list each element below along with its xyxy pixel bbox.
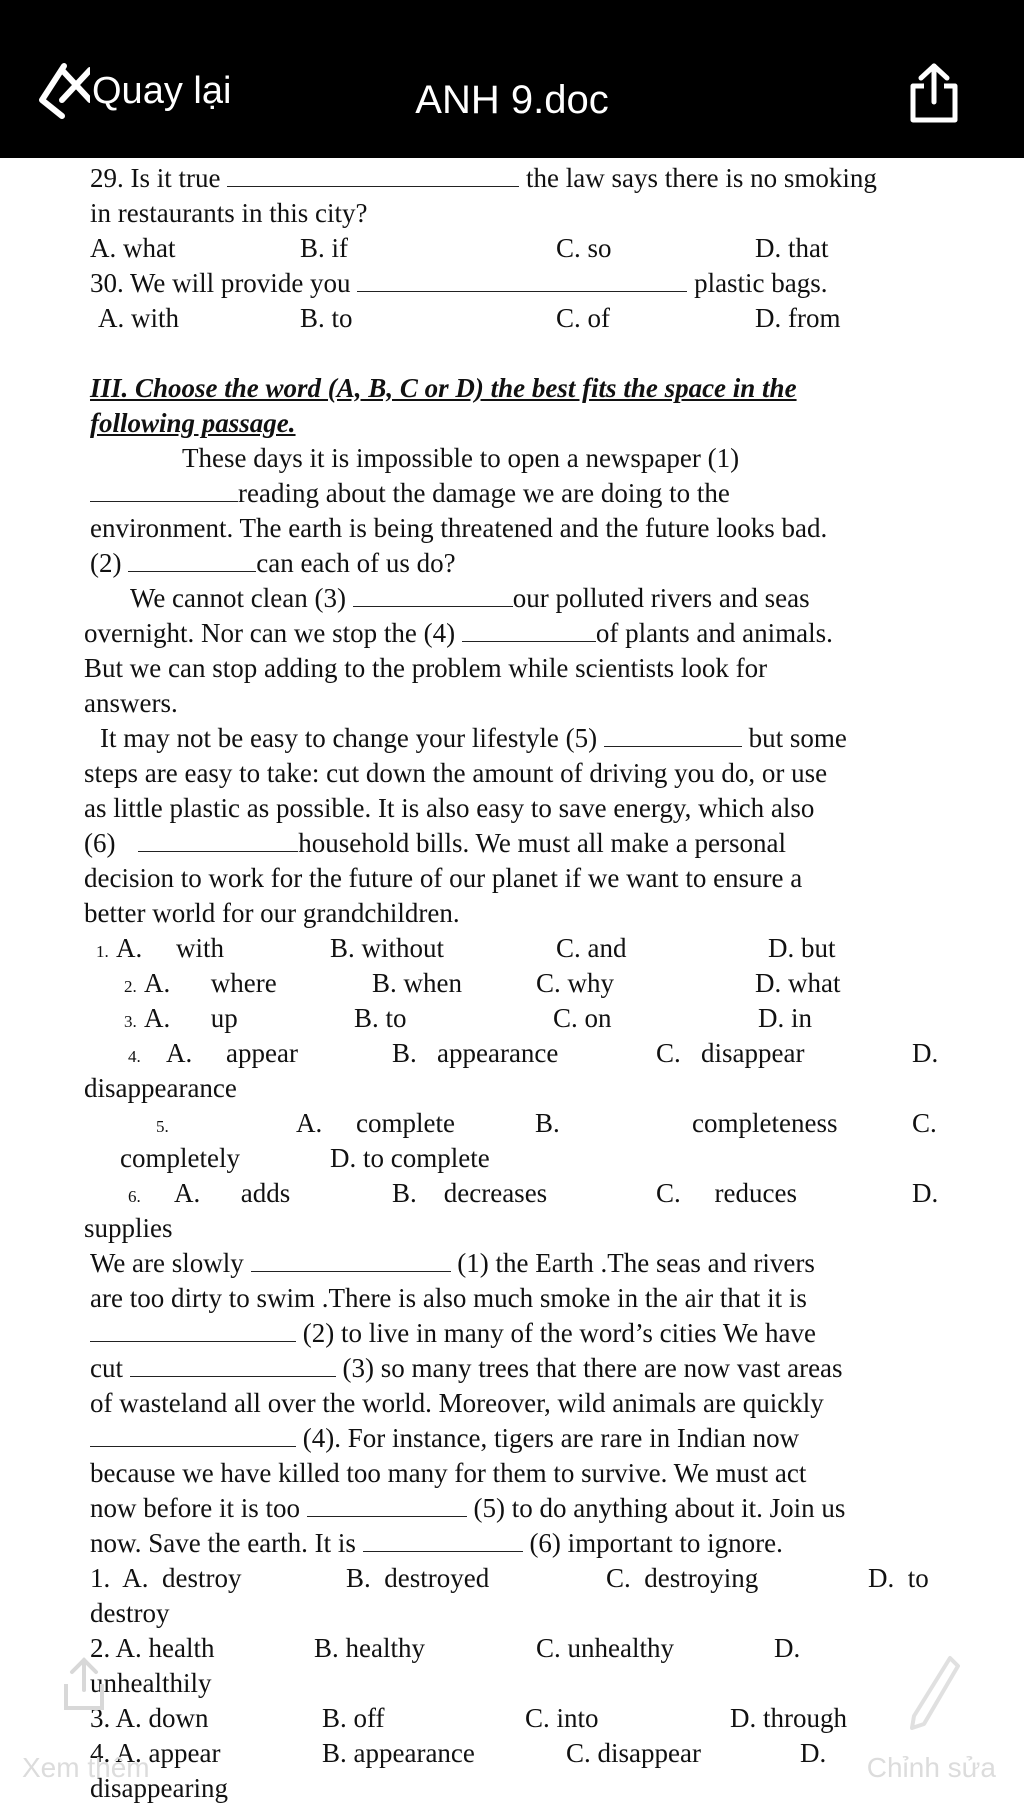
view-more-button[interactable]: Xem thêm (22, 1752, 150, 1783)
answer-1-b: B. without (330, 933, 445, 963)
answer-row-2: 2. (124, 977, 137, 996)
expand-icon[interactable] (62, 1656, 106, 1717)
answer-5-d: D. to complete (330, 1143, 490, 1173)
passage1-line: better world for our grandchildren. (84, 898, 460, 928)
back-label[interactable]: Quay lại (92, 69, 232, 112)
answer2-4-a: 4. A. appear (90, 1738, 221, 1768)
answer-3-d: D. in (758, 1003, 812, 1033)
answer-4-b: B. appearance (392, 1038, 559, 1068)
q30-option-d: D. from (755, 303, 841, 333)
answer-1-a: A. with (116, 933, 224, 963)
passage1-line: answers. (84, 688, 178, 718)
answer-2-b: B. when (372, 968, 462, 998)
top-bar (0, 0, 1024, 158)
q30-option-a: A. with (98, 303, 179, 333)
answer-5-b-text: completeness (692, 1108, 838, 1138)
answer2-1-c: C. destroying (606, 1563, 759, 1593)
passage1-line: environment. The earth is being threatened and the future looks bad. (90, 513, 828, 543)
answer-5-c: C. (912, 1108, 937, 1138)
passage1-line: These days it is impossible to open a newspaper (1) (182, 443, 740, 473)
answer-6-d-wrap: supplies (84, 1213, 173, 1243)
passage2-line: of wasteland all over the world. Moreover, wild animals are quickly (90, 1388, 824, 1418)
answer-3-c: C. on (553, 1003, 612, 1033)
section-heading: III. Choose the word (A, B, C or D) the best fits the space in the (90, 373, 797, 403)
answer2-2-a: 2. A. health (90, 1633, 215, 1663)
answer2-4-b: B. appearance (322, 1738, 475, 1768)
answer2-2-c: C. unhealthy (536, 1633, 674, 1663)
answer-6-a: A. adds (174, 1178, 291, 1208)
passage1-line: reading about the damage we are doing to the (90, 477, 730, 509)
q29-option-d: D. that (755, 233, 829, 263)
answer-2-d: D. what (755, 968, 841, 998)
answer2-2-d-wrap: unhealthily (90, 1668, 212, 1698)
answer2-4-d: D. (800, 1738, 827, 1768)
document-title: ANH 9.doc (415, 78, 609, 122)
answer-4-c: C. disappear (656, 1038, 805, 1068)
section-heading-cont: following passage. (90, 408, 296, 438)
answer-5-b: B. (535, 1108, 560, 1138)
question-30: 30. We will provide you plastic bags. (90, 268, 828, 298)
edit-pencil-icon[interactable] (906, 1654, 962, 1735)
answer-3-a: A. up (144, 1003, 238, 1033)
answer2-4-d-wrap: disappearing (90, 1773, 228, 1803)
answer2-1-b: B. destroyed (346, 1563, 490, 1593)
q29-option-a: A. what (90, 233, 176, 263)
passage1-line: steps are easy to take: cut down the amount of driving you do, or use (84, 758, 828, 788)
edit-button[interactable]: Chỉnh sửa (866, 1752, 996, 1783)
answer-row-1: 1. (96, 942, 109, 961)
answer-5-a: A. complete (296, 1108, 455, 1138)
passage2-line: cut (3) so many trees that there are now vast areas (90, 1353, 843, 1383)
answer-4-a: A. appear (166, 1038, 298, 1068)
passage1-line: (6) household bills. We must all make a personal (84, 828, 786, 858)
answer-6-d: D. (912, 1178, 939, 1208)
answer-4-d-wrap: disappearance (84, 1073, 237, 1103)
q29-option-c: C. so (556, 233, 612, 263)
answer2-1-d-wrap: destroy (90, 1598, 170, 1628)
answer2-2-b: B. healthy (314, 1633, 425, 1663)
passage2-line: (2) to live in many of the word’s cities We have (90, 1317, 816, 1349)
document-body (0, 158, 1024, 1820)
answer-1-d: D. but (768, 933, 836, 963)
answer-row-3: 3. (124, 1012, 137, 1031)
answer-5-c-wrap: completely (120, 1143, 240, 1173)
answer2-3-a: 3. A. down (90, 1703, 209, 1733)
answer-6-c: C. reduces (656, 1178, 797, 1208)
passage2-line: now before it is too (5) to do anything about it. Join us (90, 1493, 846, 1523)
answer-row-6: 6. (128, 1187, 141, 1206)
answer2-4-c: C. disappear (566, 1738, 701, 1768)
share-icon[interactable] (908, 62, 960, 129)
question-29: 29. Is it true the law says there is no smoking (90, 163, 877, 193)
passage1-line: as little plastic as possible. It is also easy to save energy, which also (84, 793, 815, 823)
answer2-1-d: D. to (868, 1563, 929, 1593)
q30-option-c: C. of (556, 303, 610, 333)
passage1-line: But we can stop adding to the problem while scientists look for (84, 653, 768, 683)
passage1-line: It may not be easy to change your lifestyle (5) but some (100, 723, 847, 753)
passage2-line: now. Save the earth. It is (6) important to ignore. (90, 1528, 783, 1558)
answer2-3-b: B. off (322, 1703, 385, 1733)
answer-2-a: A. where (144, 968, 277, 998)
passage2-line: (4). For instance, tigers are rare in Indian now (90, 1422, 799, 1454)
passage2-line: We are slowly (1) the Earth .The seas and rivers (90, 1248, 815, 1278)
answer-4-d: D. (912, 1038, 939, 1068)
passage1-line: overnight. Nor can we stop the (4) of plants and animals. (84, 618, 833, 648)
passage1-line: decision to work for the future of our planet if we want to ensure a (84, 863, 803, 893)
answer-1-c: C. and (556, 933, 627, 963)
q30-option-b: B. to (300, 303, 353, 333)
answer2-2-d: D. (774, 1633, 801, 1663)
answer2-3-c: C. into (525, 1703, 599, 1733)
answer-3-b: B. to (354, 1003, 407, 1033)
q29-option-b: B. if (300, 233, 349, 263)
answer-row-5: 5. (156, 1117, 169, 1136)
answer-6-b: B. decreases (392, 1178, 548, 1208)
passage1-line: We cannot clean (3) our polluted rivers and seas (130, 583, 810, 613)
passage2-line: are too dirty to swim .There is also much smoke in the air that it is (90, 1283, 807, 1313)
answer2-3-d: D. through (730, 1703, 847, 1733)
answer2-1-a: 1. A. destroy (90, 1563, 242, 1593)
answer-2-c: C. why (536, 968, 615, 998)
question-29-cont: in restaurants in this city? (90, 198, 368, 228)
answer-row-4: 4. (128, 1047, 141, 1066)
passage2-line: because we have killed too many for them to survive. We must act (90, 1458, 807, 1488)
passage1-line: (2) can each of us do? (90, 548, 456, 578)
